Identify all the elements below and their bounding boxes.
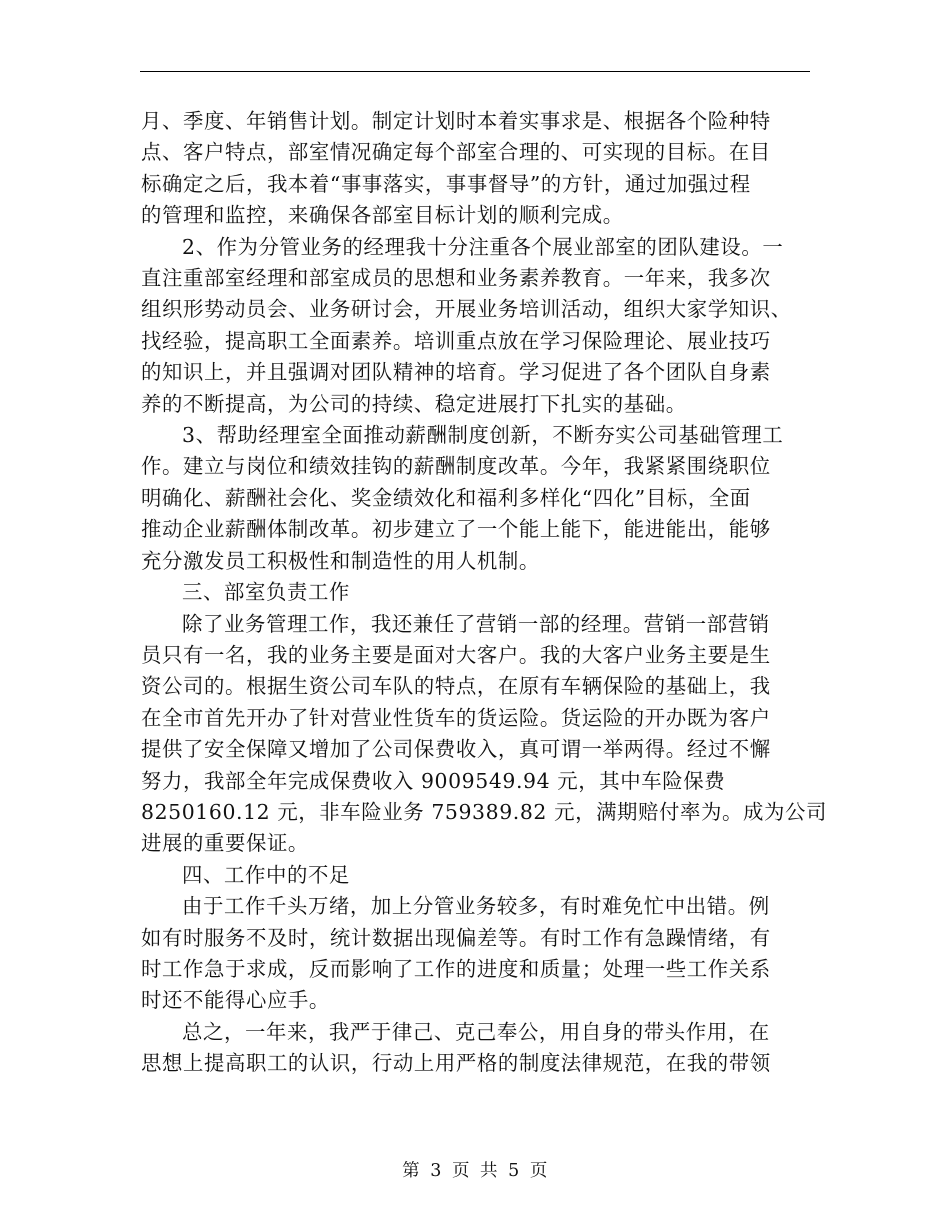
text-line: 推动企业薪酬体制改革。初步建立了一个能上能下，能进能出，能够 xyxy=(141,517,771,542)
text-line: 如有时服务不及时，统计数据出现偏差等。有时工作有急躁情绪，有 xyxy=(141,925,771,950)
footer-total-label: 共 xyxy=(480,1161,499,1181)
text-line: 提供了安全保障又增加了公司保费收入，真可谓一举两得。经过不懈 xyxy=(141,737,771,762)
text-line: 点、客户特点，部室情况确定每个部室合理的、可实现的目标。在目 xyxy=(141,140,771,165)
text-line: 月、季度、年销售计划。制定计划时本着实事求是、根据各个险种特 xyxy=(141,109,771,133)
text-line: 的知识上，并且强调对团队精神的培育。学习促进了各个团队自身素 xyxy=(141,360,771,385)
text-line: 思想上提高职工的认识，行动上用严格的制度法律规范，在我的带领 xyxy=(141,1051,771,1076)
text-line: 作。建立与岗位和绩效挂钩的薪酬制度改革。今年，我紧紧围绕职位 xyxy=(141,454,771,479)
text-line: 标确定之后，我本着“事事落实，事事督导”的方针，通过加强过程 xyxy=(141,171,751,196)
text-line: 员只有一名，我的业务主要是面对大客户。我的大客户业务主要是生 xyxy=(141,642,771,667)
text-line: 时工作急于求成，反而影响了工作的进度和质量；处理一些工作关系 xyxy=(141,956,771,981)
text-line: 四、工作中的不足 xyxy=(182,862,350,887)
footer-suffix: 页 xyxy=(529,1161,548,1181)
text-line: 养的不断提高，为公司的持续、稳定进展打下扎实的基础。 xyxy=(141,391,687,416)
text-line: 除了业务管理工作，我还兼任了营销一部的经理。营销一部营销 xyxy=(182,611,770,636)
footer-prefix: 第 xyxy=(402,1161,421,1181)
text-line: 3、帮助经理室全面推动薪酬制度创新，不断夯实公司基础管理工 xyxy=(182,423,784,448)
text-line: 总之，一年来，我严于律己、克己奉公，用自身的带头作用，在 xyxy=(182,1019,770,1044)
text-line: 组织形势动员会、业务研讨会，开展业务培训活动，组织大家学知识、 xyxy=(141,297,792,322)
text-line: 三、部室负责工作 xyxy=(182,580,350,605)
header-rule xyxy=(140,71,810,72)
text-line: 充分激发员工积极性和制造性的用人机制。 xyxy=(141,548,540,573)
text-line: 由于工作千头万绪，加上分管业务较多，有时难免忙中出错。例 xyxy=(182,894,770,919)
text-line: 进展的重要保证。 xyxy=(141,831,309,856)
document-body xyxy=(141,106,827,1080)
text-line: 找经验，提高职工全面素养。培训重点放在学习保险理论、展业技巧 xyxy=(141,328,771,353)
footer-page-label: 页 xyxy=(451,1161,470,1181)
text-line: 资公司的。根据生资公司车队的特点，在原有车辆保险的基础上，我 xyxy=(141,674,771,699)
text-line: 在全市首先开办了针对营业性货车的货运险。货运险的开办既为客户 xyxy=(141,705,771,730)
text-line: 8250160.12 元，非车险业务 759389.82 元，满期赔付率为。成为公司 xyxy=(141,799,827,824)
text-line: 努力，我部全年完成保费收入 9009549.94 元，其中车险保费 xyxy=(141,768,726,793)
footer-total-pages: 5 xyxy=(508,1161,520,1181)
text-line: 明确化、薪酬社会化、奖金绩效化和福利多样化“四化”目标，全面 xyxy=(141,485,751,510)
page-footer xyxy=(0,1157,950,1182)
text-line: 的管理和监控，来确保各部室目标计划的顺利完成。 xyxy=(141,203,624,228)
footer-current-page: 3 xyxy=(430,1161,442,1181)
text-line: 2、作为分管业务的经理我十分注重各个展业部室的团队建设。一 xyxy=(182,234,784,259)
text-line: 直注重部室经理和部室成员的思想和业务素养教育。一年来，我多次 xyxy=(141,266,771,291)
text-line: 时还不能得心应手。 xyxy=(141,988,330,1013)
